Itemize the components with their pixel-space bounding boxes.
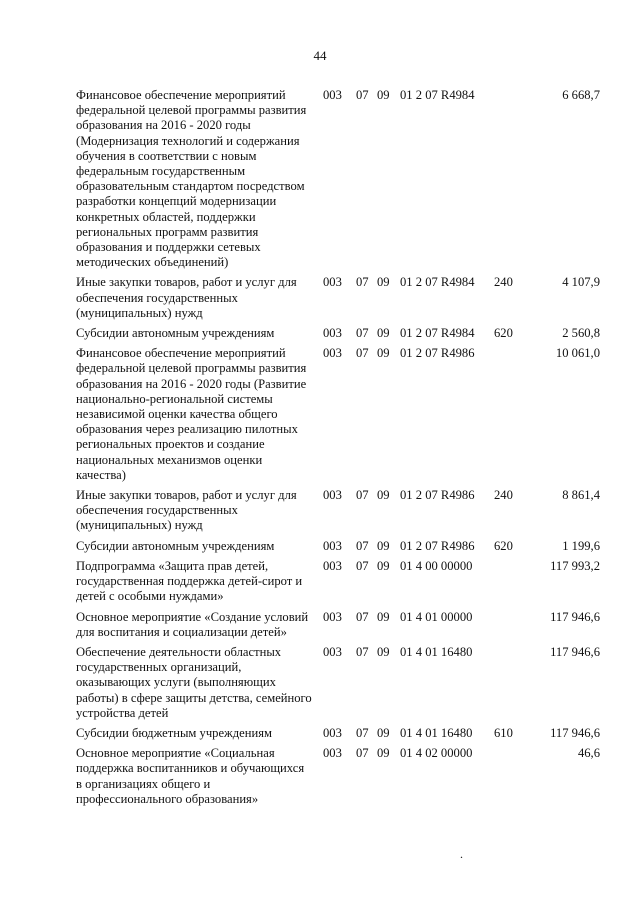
row-description: Финансовое обеспечение мероприятий федеральной целевой программы развития образования на 2016 - 2020 годы (Модернизация технологий и содержания обучения в соответствии с новым федеральным государственным образовательным стандартом посредством разработки концепций модернизации конкретных областей, поддержки региональных программ развития образования и поддержки сетевых методических объединений): [76, 88, 307, 270]
subsection-code: 09: [377, 88, 390, 102]
subsection-code: 09: [377, 746, 390, 761]
subsection-code: 09: [377, 488, 390, 503]
target-item-code: 01 2 07 R4986: [400, 488, 475, 503]
section-code: 07: [356, 88, 369, 102]
ministry-code: 003: [323, 488, 342, 503]
table-row: [76, 275, 600, 321]
expense-type-code: 240: [494, 488, 513, 503]
subsection-code: 09: [377, 558, 390, 573]
amount: 10 061,0: [555, 346, 600, 361]
section-code: 07: [356, 746, 369, 761]
row-description: Обеспечение деятельности областных государственных организаций, оказывающих услуги (выполняющих работы) в сфере защиты детства, семейного устройства детей: [76, 644, 312, 720]
amount: 46,6: [577, 746, 600, 761]
page-number: 44: [313, 48, 327, 63]
table-row: [76, 488, 600, 534]
target-item-code: 01 2 07 R4984: [400, 88, 475, 102]
table-row: [76, 610, 600, 640]
section-code: 07: [356, 558, 369, 573]
table-row: [76, 726, 600, 741]
amount: 117 946,6: [550, 609, 600, 624]
ministry-code: 003: [323, 725, 342, 740]
subsection-code: 09: [377, 538, 390, 553]
table-row: [76, 326, 600, 341]
subsection-code: 09: [377, 609, 390, 624]
target-item-code: 01 4 01 16480: [400, 725, 473, 740]
expense-type-code: 620: [494, 326, 513, 341]
row-description: Иные закупки товаров, работ и услуг для обеспечения государственных (муниципальных) нужд: [76, 275, 297, 320]
amount: 1 199,6: [562, 538, 600, 553]
target-item-code: 01 2 07 R4986: [400, 346, 475, 361]
subsection-code: 09: [377, 326, 390, 341]
table-row: [76, 346, 600, 483]
amount: 117 946,6: [550, 644, 600, 659]
subsection-code: 09: [377, 725, 390, 740]
table-row: [76, 645, 600, 721]
ministry-code: 003: [323, 88, 342, 102]
expense-type-code: 240: [494, 275, 513, 290]
ministry-code: 003: [323, 346, 342, 361]
amount: 117 993,2: [550, 558, 600, 573]
section-code: 07: [356, 609, 369, 624]
section-code: 07: [356, 346, 369, 361]
row-description: Основное мероприятие «Создание условий для воспитания и социализации детей»: [76, 609, 309, 639]
budget-table: [76, 88, 600, 812]
subsection-code: 09: [377, 346, 390, 361]
ministry-code: 003: [323, 558, 342, 573]
row-description: Финансовое обеспечение мероприятий федеральной целевой программы развития образования на 2016 - 2020 годы (Развитие национально-региональной системы независимой оценки качества общего образования через реализацию пилотных региональных проектов и создание национальных механизмов оценки качества): [76, 346, 307, 482]
amount: 8 861,4: [562, 488, 600, 503]
ministry-code: 003: [323, 644, 342, 659]
amount: 117 946,6: [550, 725, 600, 740]
section-code: 07: [356, 644, 369, 659]
target-item-code: 01 4 00 00000: [400, 558, 473, 573]
target-item-code: 01 2 07 R4984: [400, 326, 475, 341]
subsection-code: 09: [377, 644, 390, 659]
section-code: 07: [356, 538, 369, 553]
ministry-code: 003: [323, 326, 342, 341]
expense-type-code: 610: [494, 725, 513, 740]
target-item-code: 01 2 07 R4986: [400, 538, 475, 553]
ministry-code: 003: [323, 275, 342, 290]
section-code: 07: [356, 725, 369, 740]
row-description: Субсидии бюджетным учреждениям: [76, 725, 272, 740]
row-description: Подпрограмма «Защита прав детей, государственная поддержка детей-сирот и детей с особыми нуждами»: [76, 558, 303, 604]
row-description: Субсидии автономным учреждениям: [76, 538, 275, 553]
target-item-code: 01 4 01 16480: [400, 644, 473, 659]
target-item-code: 01 2 07 R4984: [400, 275, 475, 290]
row-description: Субсидии автономным учреждениям: [76, 326, 275, 341]
amount: 2 560,8: [562, 326, 600, 341]
target-item-code: 01 4 02 00000: [400, 746, 473, 761]
footer-mark: .: [460, 847, 463, 861]
subsection-code: 09: [377, 275, 390, 290]
ministry-code: 003: [323, 746, 342, 761]
expense-type-code: 620: [494, 538, 513, 553]
ministry-code: 003: [323, 538, 342, 553]
row-description: Основное мероприятие «Социальная поддержка воспитанников и обучающихся в организациях общего и профессионального образования»: [76, 746, 305, 806]
amount: 4 107,9: [562, 275, 600, 290]
table-row: [76, 746, 600, 807]
amount: 6 668,7: [562, 88, 600, 102]
ministry-code: 003: [323, 609, 342, 624]
section-code: 07: [356, 326, 369, 341]
section-code: 07: [356, 488, 369, 503]
table-row: [76, 559, 600, 605]
table-row: [76, 88, 600, 270]
section-code: 07: [356, 275, 369, 290]
row-description: Иные закупки товаров, работ и услуг для обеспечения государственных (муниципальных) нужд: [76, 488, 297, 533]
target-item-code: 01 4 01 00000: [400, 609, 473, 624]
table-row: [76, 539, 600, 554]
